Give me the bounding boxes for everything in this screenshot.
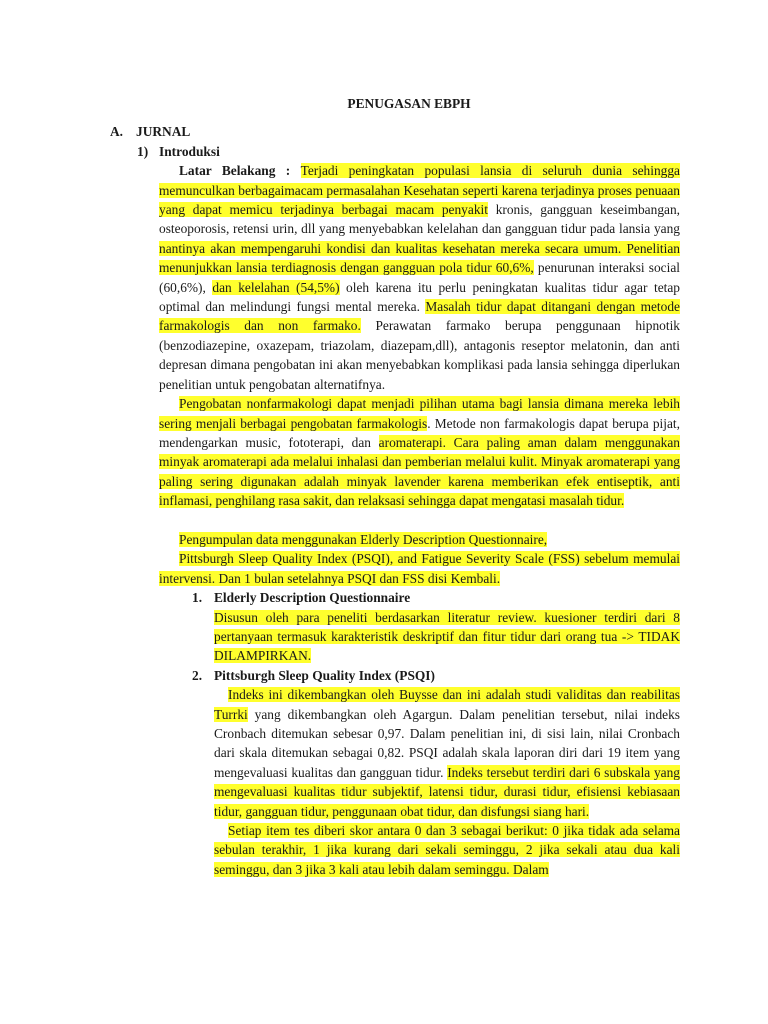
highlight-span: Setiap item tes diberi skor antara 0 dan 3 sebagai berikut: 0 jika tidak ada selama sebulan terakhir, 1 jika kurang dari sekali seminggu, 2 jika sekali atau dua kali seminggu, dan 3 jika 3 kali atau lebih dalam seminggu. Dalam bbox=[214, 823, 680, 877]
list-item-number: 1. bbox=[192, 590, 203, 606]
highlight-span: Indeks tersebut terdiri dari 6 subskala yang mengevaluasi kualitas tidur subjektif, latensi tidur, durasi tidur, efisiensi kebiasaan tidur, gangguan tidur, penggunaan obat tidur, dan disfungsi siang hari. bbox=[214, 764, 680, 819]
subsection-number: 1) bbox=[137, 143, 149, 159]
highlight-span: Terjadi peningkatan populasi lansia di seluruh dunia sehingga memunculkan berbagaimacam permasalahan Kesehatan seperti karena terjadinya proses penuaan yang dapat memicu terjadinya berbagai macam penyakit bbox=[159, 163, 680, 218]
subsection-label: Introduksi bbox=[159, 143, 220, 159]
paragraph-pengumpulan-data-line2 bbox=[159, 549, 680, 588]
text-span: penurunan interaksi social (60,6%), bbox=[159, 260, 680, 295]
section-a-number: A. bbox=[110, 124, 124, 140]
highlight-span: dan kelelahan (54,5%) bbox=[212, 279, 340, 295]
page-title: PENUGASAN EBPH bbox=[347, 96, 471, 111]
list-item-body-edq bbox=[214, 608, 680, 666]
list-item-title: Pittsburgh Sleep Quality Index (PSQI) bbox=[214, 667, 435, 683]
text-span: oleh karena itu perlu peningkatan kualitas tidur agar tetap optimal dan melindungi fungsi mental mereka. bbox=[159, 279, 680, 315]
text-span: Perawatan farmako berupa penggunaan hipnotik (benzodiazepine, oxazepam, triazolam, diazepam,dll), antagonis reseptor melatonin, dan anti depresan dimana pengobatan ini akan menyebabkan komplikasi pada lansia sehingga diperlukan penelitian untuk pengobatan alternatifnya. bbox=[159, 318, 680, 392]
list-item-body-psqi-2 bbox=[214, 821, 680, 879]
paragraph-pengobatan-nonfarmakologi bbox=[159, 394, 680, 510]
text-span: yang dikembangkan oleh Agargun. Dalam penelitian tersebut, nilai indeks Cronbach ditemukan sebesar 0,97. Dalam penelitian ini, di sisi lain, nilai Cronbach dari skala ditemukan sebagai 0,82. PSQI adalah skala laporan diri dari 19 item yang mengevaluasi kualitas dan gangguan tidur. bbox=[214, 706, 680, 780]
paragraph-pengumpulan-data-line1 bbox=[159, 530, 680, 549]
list-item-body-psqi-1 bbox=[214, 685, 680, 821]
highlight-span: Indeks ini dikembangkan oleh Buysse dan ini adalah studi validitas dan reabilitas Turrki bbox=[214, 687, 680, 722]
list-item-number: 2. bbox=[192, 667, 203, 683]
latar-belakang-lead: Latar Belakang : bbox=[179, 163, 301, 179]
highlight-span: aromaterapi. Cara paling aman dalam menggunakan minyak aromaterapi ada melalui inhalasi dan pemberian melalui kulit. Minyak aromaterapi yang paling sering digunakan adalah minyak lavender karena memberikan efek entiseptik, anti inflamasi, penghilang rasa sakit, dan relaksasi sehingga dapat mengatasi masalah tidur. bbox=[159, 434, 681, 509]
list-item-heading-edq bbox=[192, 588, 680, 607]
text-span: . Metode non farmakologis dapat berupa pijat, mendengarkan music, fototerapi, dan bbox=[159, 415, 680, 450]
blank-line bbox=[110, 511, 680, 530]
highlight-span: Pengobatan nonfarmakologi dapat menjadi pilihan utama bagi lansia dimana mereka lebih sering menjali berbagai pengobatan farmakologis bbox=[159, 396, 680, 431]
highlight-span: Pengumpulan data menggunakan Elderly Description Questionnaire, bbox=[179, 531, 548, 547]
highlight-span: nantinya akan mempengaruhi kondisi dan kualitas kesehatan mereka secara umum. Penelitian menunjukkan lansia terdiagnosis dengan gangguan pola tidur 60,6%, bbox=[159, 240, 680, 276]
list-item-heading-psqi bbox=[192, 666, 680, 685]
section-a-label: JURNAL bbox=[136, 124, 191, 140]
highlight-span: Disusun oleh para peneliti berdasarkan literatur review. kuesioner terdiri dari 8 pertanyaan termasuk karakteristik deskriptif dan fitur tidur dari orang tua -> TIDAK DILAMPIRKAN. bbox=[214, 609, 680, 664]
text-span: kronis, gangguan keseimbangan, osteoporosis, retensi urin, dll yang menyebabkan kelelahan dan gangguan tidur pada lansia yang bbox=[159, 202, 680, 237]
paragraph-latar-belakang bbox=[159, 161, 680, 394]
subsection-heading-introduksi bbox=[137, 142, 680, 161]
highlight-span: Pittsburgh Sleep Quality Index (PSQI), and Fatigue Severity Scale (FSS) sebelum memulai intervensi. Dan 1 bulan setelahnya PSQI dan FSS disi Kembali. bbox=[159, 551, 680, 586]
list-item-title: Elderly Description Questionnaire bbox=[214, 590, 411, 606]
section-heading-a bbox=[110, 122, 680, 141]
highlight-span: Masalah tidur dapat ditangani dengan metode farmakologis dan non farmako. bbox=[159, 299, 680, 334]
